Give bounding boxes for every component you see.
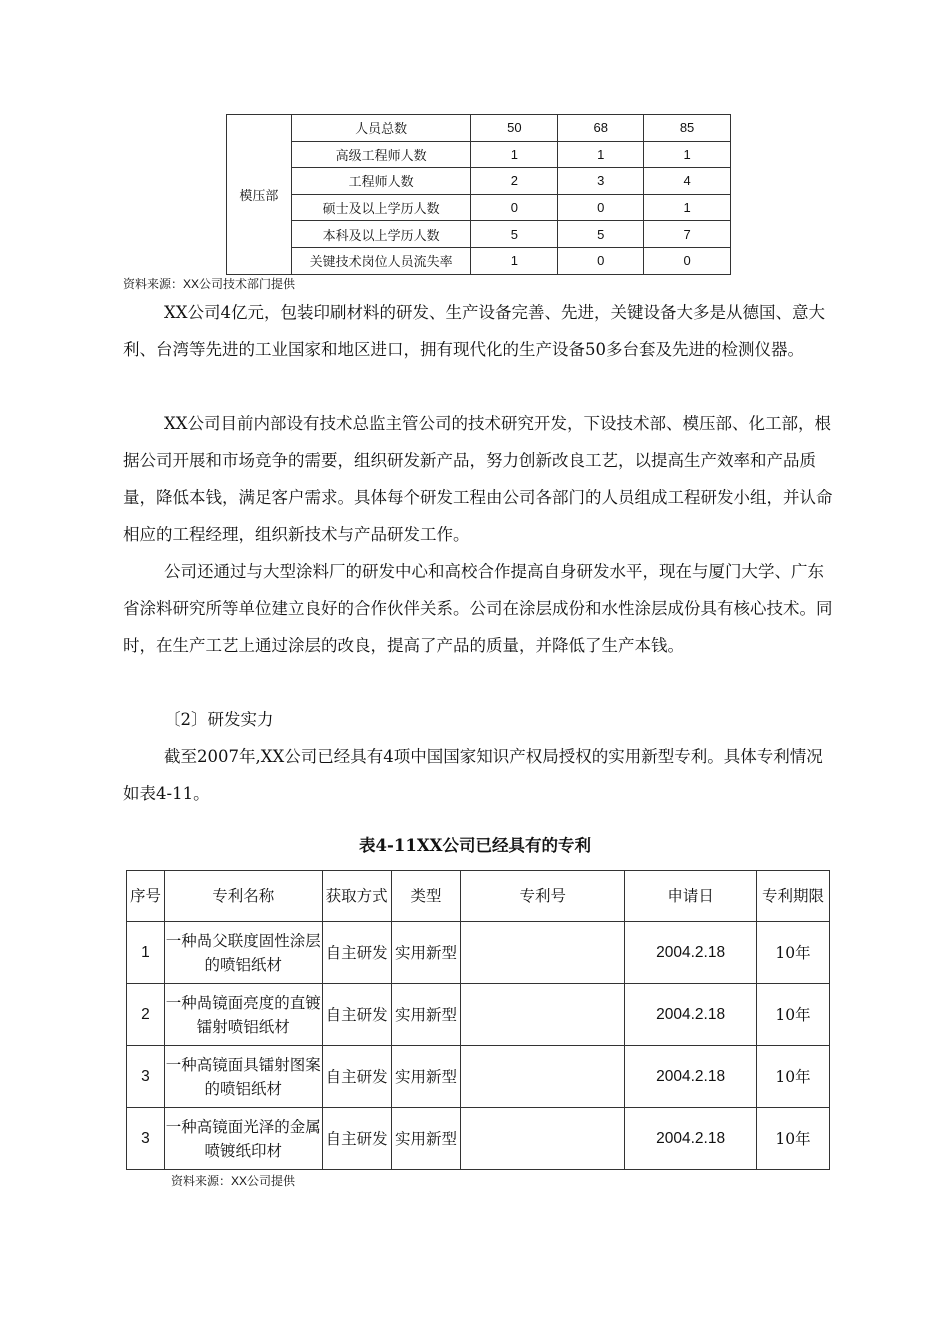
value-cell: 1: [558, 141, 644, 168]
cell-method: 自主研发: [322, 922, 391, 984]
table-row: [227, 168, 731, 195]
table-row: [227, 221, 731, 248]
row-label: 硕士及以上学历人数: [291, 194, 471, 221]
row-label: 关键技术岗位人员流失率: [291, 247, 471, 274]
value-cell: 0: [471, 194, 558, 221]
value-cell: 68: [558, 115, 644, 142]
header-number: 专利号: [461, 871, 625, 922]
cell-date: 2004.2.18: [625, 1108, 757, 1170]
cell-name: 一种咼父联度固性涂层的喷铝纸材: [164, 922, 322, 984]
header-name: 专利名称: [164, 871, 322, 922]
row-label: 工程师人数: [291, 168, 471, 195]
value-cell: 2: [471, 168, 558, 195]
staff-table: [226, 114, 731, 275]
header-type: 类型: [391, 871, 461, 922]
cell-date: 2004.2.18: [625, 1046, 757, 1108]
row-label: 本科及以上学历人数: [291, 221, 471, 248]
cell-number: [461, 1108, 625, 1170]
section-heading-rd-strength: 〔2〕研发实力: [164, 710, 274, 729]
staff-table-source: 资料来源：XX公司技术部门提供: [123, 277, 296, 291]
value-cell: 7: [644, 221, 731, 248]
department-cell: 模压部: [227, 115, 292, 275]
cell-term: 10年: [757, 922, 830, 984]
table-row: [127, 1108, 830, 1170]
table-row: [227, 194, 731, 221]
paragraph-patents: 截至2007年,XX公司已经具有4项中国国家知识产权局授权的实用新型专利。具体专利情况如表4-11。: [123, 747, 823, 803]
value-cell: 0: [558, 247, 644, 274]
cell-name: 一种高镜面具镭射图案的喷铝纸材: [164, 1046, 322, 1108]
cell-type: 实用新型: [391, 1108, 461, 1170]
patent-table: [126, 870, 830, 1170]
value-cell: 0: [644, 247, 731, 274]
cell-number: [461, 984, 625, 1046]
value-cell: 50: [471, 115, 558, 142]
value-cell: 1: [471, 141, 558, 168]
table-row: [127, 984, 830, 1046]
table-row: [227, 141, 731, 168]
cell-type: 实用新型: [391, 922, 461, 984]
cell-number: [461, 1046, 625, 1108]
cell-seq: 3: [127, 1046, 165, 1108]
row-label: 高级工程师人数: [291, 141, 471, 168]
value-cell: 5: [558, 221, 644, 248]
value-cell: 85: [644, 115, 731, 142]
cell-term: 10年: [757, 984, 830, 1046]
cell-seq: 2: [127, 984, 165, 1046]
table-row: [127, 1046, 830, 1108]
cell-type: 实用新型: [391, 1046, 461, 1108]
paragraph-rd-structure: XX公司目前内部设有技术总监主管公司的技术研究开发，下设技术部、模压部、化工部，根据公司开展和市场竞争的需要，组织研发新产品，努力创新改良工艺，以提高生产效率和产品质量，降低本钱，满足客户需求。具体每个研发工程由公司各部门的人员组成工程研发小组，并认命相应的工程经理，组织新技术与产品研发工作。: [123, 414, 833, 544]
value-cell: 5: [471, 221, 558, 248]
cell-term: 10年: [757, 1046, 830, 1108]
cell-name: 一种高镜面光泽的金属喷镀纸印材: [164, 1108, 322, 1170]
cell-method: 自主研发: [322, 1046, 391, 1108]
paragraph-equipment: XX公司4亿元，包装印刷材料的研发、生产设备完善、先进，关键设备大多是从德国、意大利、台湾等先进的工业国家和地区进口，拥有现代化的生产设备50多台套及先进的检测仪器。: [123, 303, 825, 359]
header-date: 申请日: [625, 871, 757, 922]
value-cell: 0: [558, 194, 644, 221]
cell-method: 自主研发: [322, 984, 391, 1046]
header-term: 专利期限: [757, 871, 830, 922]
cell-number: [461, 922, 625, 984]
value-cell: 3: [558, 168, 644, 195]
value-cell: 4: [644, 168, 731, 195]
cell-date: 2004.2.18: [625, 922, 757, 984]
header-method: 获取方式: [322, 871, 391, 922]
table-row: [227, 247, 731, 274]
cell-method: 自主研发: [322, 1108, 391, 1170]
cell-seq: 1: [127, 922, 165, 984]
table-row: [227, 115, 731, 142]
cell-type: 实用新型: [391, 984, 461, 1046]
patent-table-title: 表4-11XX公司已经具有的专利: [359, 836, 591, 855]
patent-table-source: 资料来源：XX公司提供: [171, 1174, 296, 1188]
value-cell: 1: [471, 247, 558, 274]
cell-seq: 3: [127, 1108, 165, 1170]
row-label: 人员总数: [291, 115, 471, 142]
cell-name: 一种咼镜面亮度的直镀镭射喷铝纸材: [164, 984, 322, 1046]
table-header-row: [127, 871, 830, 922]
table-row: [127, 922, 830, 984]
cell-term: 10年: [757, 1108, 830, 1170]
value-cell: 1: [644, 141, 731, 168]
cell-date: 2004.2.18: [625, 984, 757, 1046]
header-seq: 序号: [127, 871, 165, 922]
value-cell: 1: [644, 194, 731, 221]
paragraph-cooperation: 公司还通过与大型涂料厂的研发中心和高校合作提高自身研发水平，现在与厦门大学、广东省涂料研究所等单位建立良好的合作伙伴关系。公司在涂层成份和水性涂层成份具有核心技术。同时，在生产工艺上通过涂层的改良，提高了产品的质量，并降低了生产本钱。: [123, 562, 833, 655]
